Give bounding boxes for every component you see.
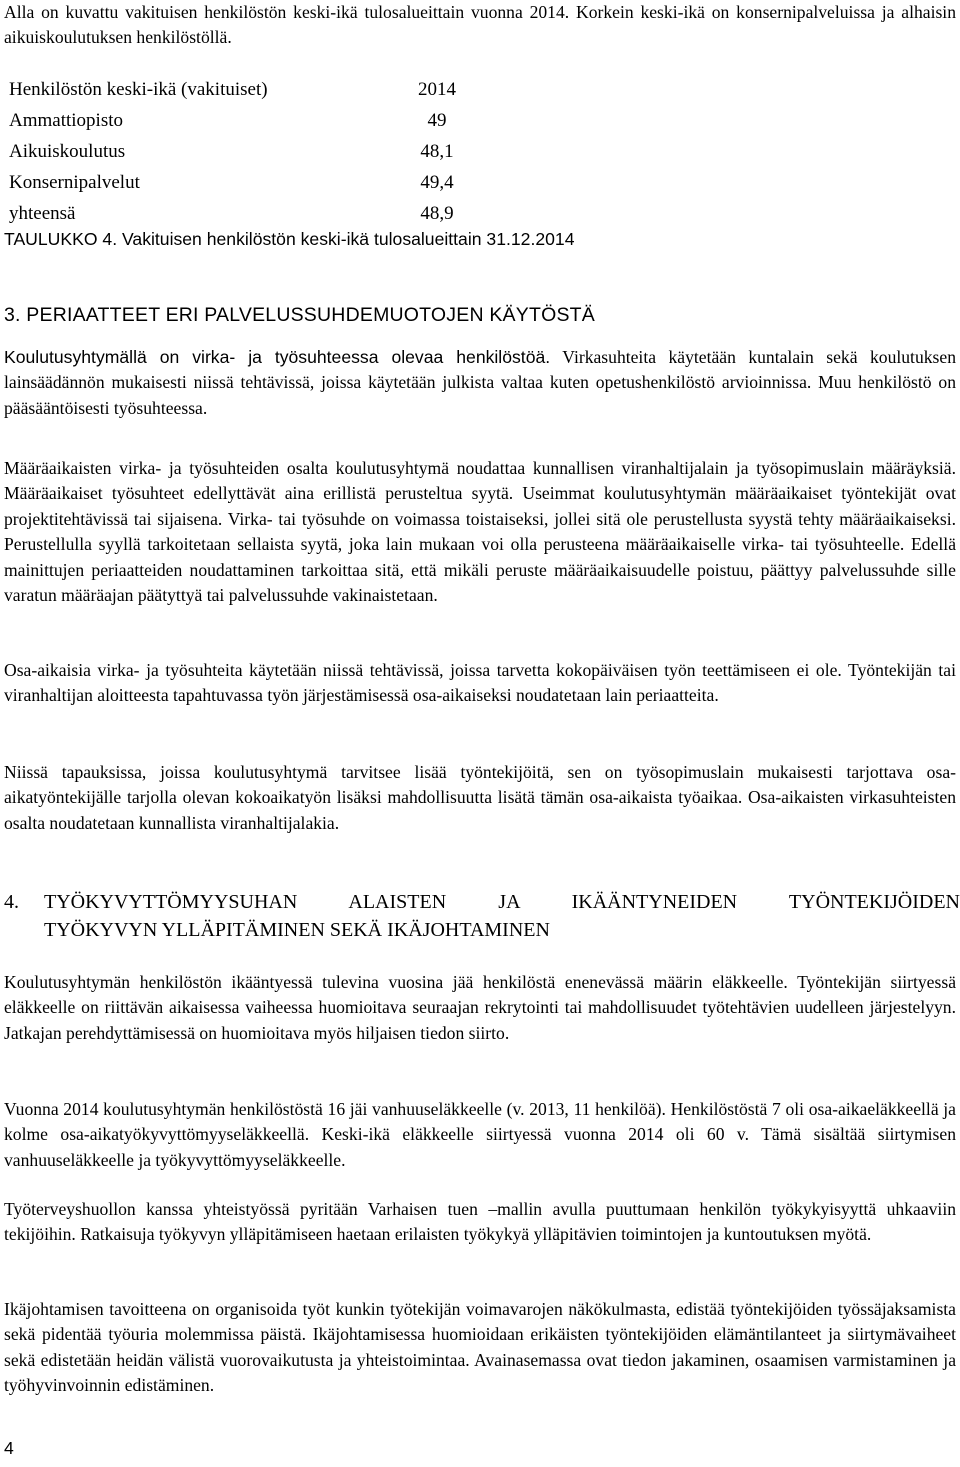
table-cell-label: Aikuiskoulutus bbox=[9, 140, 126, 162]
table-cell-value: 49,4 bbox=[420, 171, 454, 193]
section-4-paragraph-3: Työterveyshuollon kanssa yhteistyössä pyritään Varhaisen tuen –mallin avulla puuttumaan henkilön työkykyisyyttä uhkaaviin tekijöihin. Ratkaisuja työkyvyn ylläpitämiseen haetaan erilaisten työkykyä ylläpitävien toimintojen ja kuntoutuksen myötä. bbox=[4, 1199, 956, 1245]
table-header-year: 2014 bbox=[418, 78, 456, 100]
section-4-paragraph-4: Ikäjohtamisen tavoitteena on organisoida työt kunkin työtekijän voimavarojen näkökulmasta, edistää työntekijöiden työssäjaksamista sekä pidentää työuria molemmissa päistä. Ikäjohtamisessa huomioidaan erikäisten työntekijöiden elämäntilanteet ja siirtymävaiheet sekä edistetään heidän välistä vuorovaikutusta ja yhteistoimintaa. Avainasemassa ovat tiedon jakaminen, osaamisen varmistaminen ja työhyvinvoinnin edistäminen. bbox=[4, 1299, 956, 1396]
paragraph-lead-text: Koulutusyhtymällä on virka- ja työsuhteessa olevaa henkilöstöä. bbox=[4, 347, 551, 367]
table-row-total bbox=[4, 198, 485, 229]
table-cell-value: 48,9 bbox=[420, 202, 454, 224]
table-row bbox=[4, 136, 485, 167]
table-caption: TAULUKKO 4. Vakituisen henkilöstön keski-ikä tulosalueittain 31.12.2014 bbox=[4, 229, 575, 249]
section-3-heading: 3. PERIAATTEET ERI PALVELUSSUHDEMUOTOJEN KÄYTÖSTÄ bbox=[4, 304, 595, 326]
table-row bbox=[4, 167, 485, 198]
section-3-paragraph-1 bbox=[4, 345, 956, 421]
table-cell-label: Konsernipalvelut bbox=[9, 171, 140, 193]
section-3-paragraph-2: Määräaikaisten virka- ja työsuhteiden osalta koulutusyhtymä noudattaa kunnallisen viranhaltijalain ja työsopimuslain määräyksiä. Määräaikaiset työsuhteet edellyttävät aina erillistä perusteltua syytä. Useimmat koulutusyhtymän määräaikaiset työntekijät ovat projektitehtävissä tai sijaisena. Virka- tai työsuhde on voimassa toistaiseksi, jollei sitä ole perustellusta syystä tehty määräaikaiseksi. Perustellulla syyllä tarkoitetaan sellaista syytä, joka lain mukaan voi olla perusteena määräaikaiselle virka- tai työsuhteelle. Edellä mainittujen periaatteiden noudattaminen tarkoittaa sitä, että mikäli peruste määräaikaisuudelle poistuu, päättyy palvelussuhde sille varatun määräajan päätyttyä tai palvelussuhde vakinaistetaan. bbox=[4, 458, 956, 606]
age-table bbox=[4, 74, 485, 229]
section-4-paragraph-1: Koulutusyhtymän henkilöstön ikääntyessä tulevina vuosina jää henkilöstä enenevässä määrin eläkkeelle. Työntekijän siirtyessä eläkkeelle on riittävän aikaisessa vaiheessa huomioitava seuraajan rekrytointi tai mahdollisuudet työtehtävien uudelleen järjestelyyn. Jatkajan perehdyttämisessä on huomioitava myös hiljaisen tiedon siirto. bbox=[4, 972, 956, 1043]
table-row bbox=[4, 105, 485, 136]
paragraph-body-text: Virkasuhteita käytetään kuntalain sekä koulutuksen lainsäädännön mukaisesti niissä tehtävissä, joissa käytetään julkista valtaa kuten opetushenkilöstö arvioinnissa. Muu henkilöstö on pääsääntöisesti työsuhteessa. bbox=[4, 347, 956, 418]
page-number: 4 bbox=[4, 1438, 14, 1458]
section-4-number: 4. bbox=[4, 891, 19, 913]
intro-paragraph: Alla on kuvattu vakituisen henkilöstön keski-ikä tulosalueittain vuonna 2014. Korkein keski-ikä on konsernipalveluissa ja alhaisin aikuiskoulutuksen henkilöstöllä. bbox=[4, 2, 956, 48]
section-4-heading-line-2: TYÖKYVYN YLLÄPITÄMINEN SEKÄ IKÄJOHTAMINEN bbox=[44, 919, 550, 941]
table-cell-label: yhteensä bbox=[9, 202, 76, 224]
section-4-paragraph-2: Vuonna 2014 koulutusyhtymän henkilöstöstä 16 jäi vanhuuseläkkeelle (v. 2013, 11 henkilöä). Henkilöstöstä 7 oli osa-aikaeläkkeellä ja kolme osa-aikatyökyvyttömyyseläkkeellä. Keski-ikä eläkkeelle siirtyessä vuonna 2014 oli 60 v. Tämä sisältää siirtymisen vanhuuseläkkeelle ja työkyvyttömyyseläkkeelle. bbox=[4, 1099, 956, 1170]
table-cell-value: 48,1 bbox=[420, 140, 454, 162]
table-header-label: Henkilöstön keski-ikä (vakituiset) bbox=[9, 78, 268, 100]
section-3-paragraph-3: Osa-aikaisia virka- ja työsuhteita käytetään niissä tehtävissä, joissa tarvetta kokopäiväisen työn teettämiseen ei ole. Työntekijän tai viranhaltijan aloitteesta tapahtuvassa työn järjestämisessä osa-aikaiseksi noudatetaan lain periaatteita. bbox=[4, 660, 956, 706]
table-header-row bbox=[4, 74, 485, 105]
table-cell-label: Ammattiopisto bbox=[9, 109, 123, 131]
table-cell-value: 49 bbox=[427, 109, 447, 131]
section-4-heading-line-1: TYÖKYVYTTÖMYYSUHAN ALAISTEN JA IKÄÄNTYNEIDEN TYÖNTEKIJÖIDEN bbox=[44, 891, 960, 913]
section-3-paragraph-4: Niissä tapauksissa, joissa koulutusyhtymä tarvitsee lisää työntekijöitä, sen on työsopimuslain mukaisesti tarjottava osa-aikatyöntekijälle tarjolla olevan kokoaikatyön lisäksi mahdollisuutta lisätä tämän osa-aikaista työaikaa. Osa-aikaisten virkasuhteisten osalta noudatetaan kunnallista viranhaltijalakia. bbox=[4, 762, 956, 833]
